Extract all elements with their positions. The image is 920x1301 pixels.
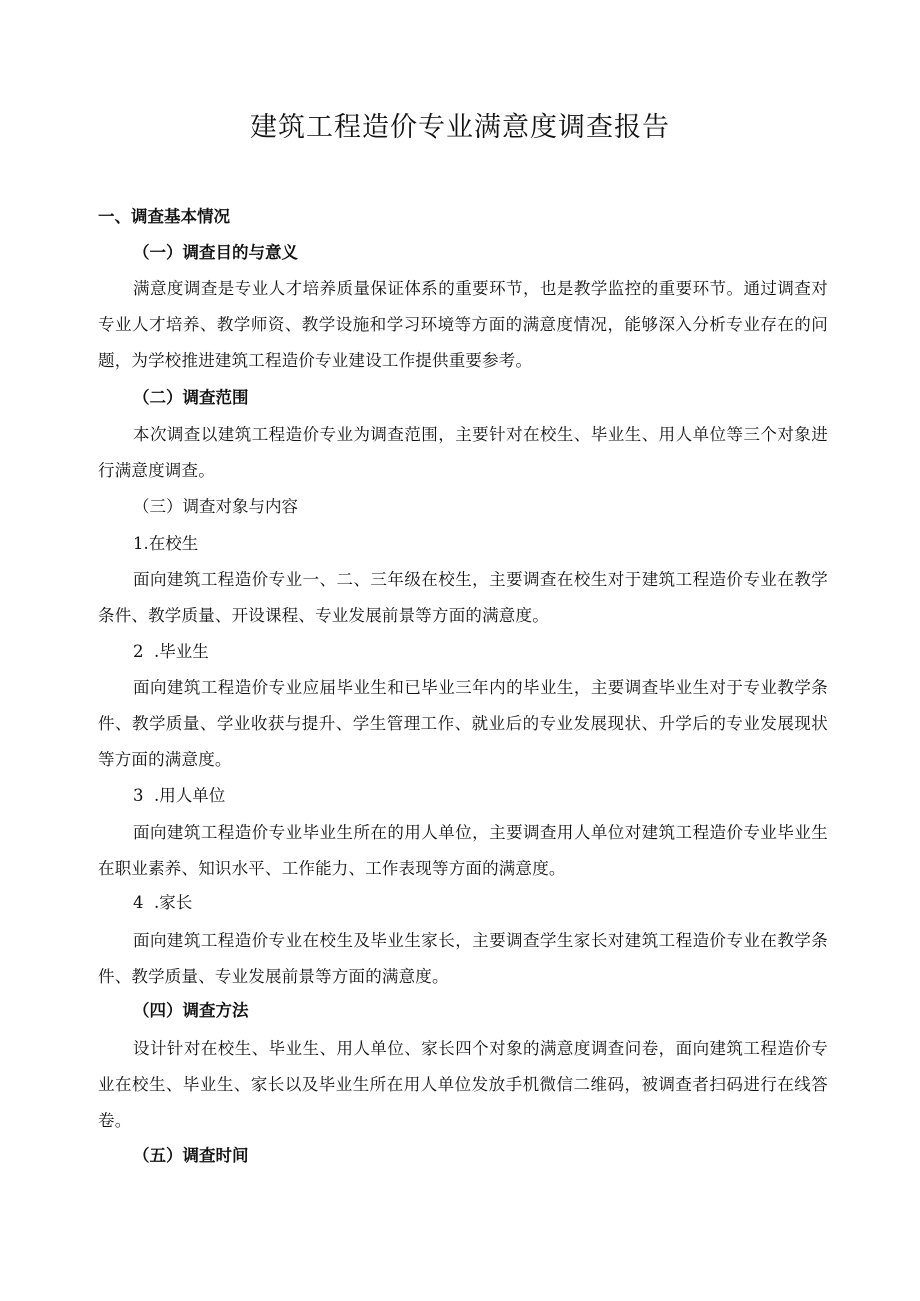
paragraph-graduates: 面向建筑工程造价专业应届毕业生和已毕业三年内的毕业生，主要调查毕业生对于专业教学条件、教学质量、学业收获与提升、学生管理工作、就业后的专业发展现状、升学后的专业发展现状等方面的满意度。 (98, 678, 828, 769)
list-item-label-graduates: 2 .毕业生 (133, 642, 209, 661)
paragraph-method: 设计针对在校生、毕业生、用人单位、家长四个对象的满意度调查问卷，面向建筑工程造价专业在校生、毕业生、家长以及毕业生所在用人单位发放手机微信二维码，被调查者扫码进行在线答卷。 (98, 1039, 828, 1130)
paragraph-purpose: 满意度调查是专业人才培养质量保证体系的重要环节，也是教学监控的重要环节。通过调查对专业人才培养、教学师资、教学设施和学习环境等方面的满意度情况，能够深入分析专业存在的问题，为学校推进建筑工程造价专业建设工作提供重要参考。 (98, 279, 828, 370)
paragraph-employers: 面向建筑工程造价专业毕业生所在的用人单位，主要调查用人单位对建筑工程造价专业毕业生在职业素养、知识水平、工作能力、工作表现等方面的满意度。 (98, 823, 828, 878)
subsection-heading-time: （五）调查时间 (133, 1146, 249, 1165)
subsection-heading-objects: （三）调查对象与内容 (133, 497, 298, 516)
subsection-heading-method: （四）调查方法 (133, 1001, 249, 1020)
paragraph-scope: 本次调查以建筑工程造价专业为调查范围，主要针对在校生、毕业生、用人单位等三个对象进行满意度调查。 (98, 425, 828, 480)
section-heading-basic-info: 一、调查基本情况 (98, 207, 230, 226)
list-item-label-employers: 3 .用人单位 (133, 786, 226, 805)
list-item-label-students: 1.在校生 (133, 534, 199, 553)
paragraph-parents: 面向建筑工程造价专业在校生及毕业生家长，主要调查学生家长对建筑工程造价专业在教学条件、教学质量、专业发展前景等方面的满意度。 (98, 931, 828, 986)
document-title: 建筑工程造价专业满意度调查报告 (250, 112, 670, 143)
subsection-heading-purpose: （一）调查目的与意义 (133, 243, 298, 262)
subsection-heading-scope: （二）调查范围 (133, 388, 249, 407)
list-item-label-parents: 4 .家长 (133, 893, 193, 912)
paragraph-students: 面向建筑工程造价专业一、二、三年级在校生，主要调查在校生对于建筑工程造价专业在教学条件、教学质量、开设课程、专业发展前景等方面的满意度。 (98, 570, 828, 625)
